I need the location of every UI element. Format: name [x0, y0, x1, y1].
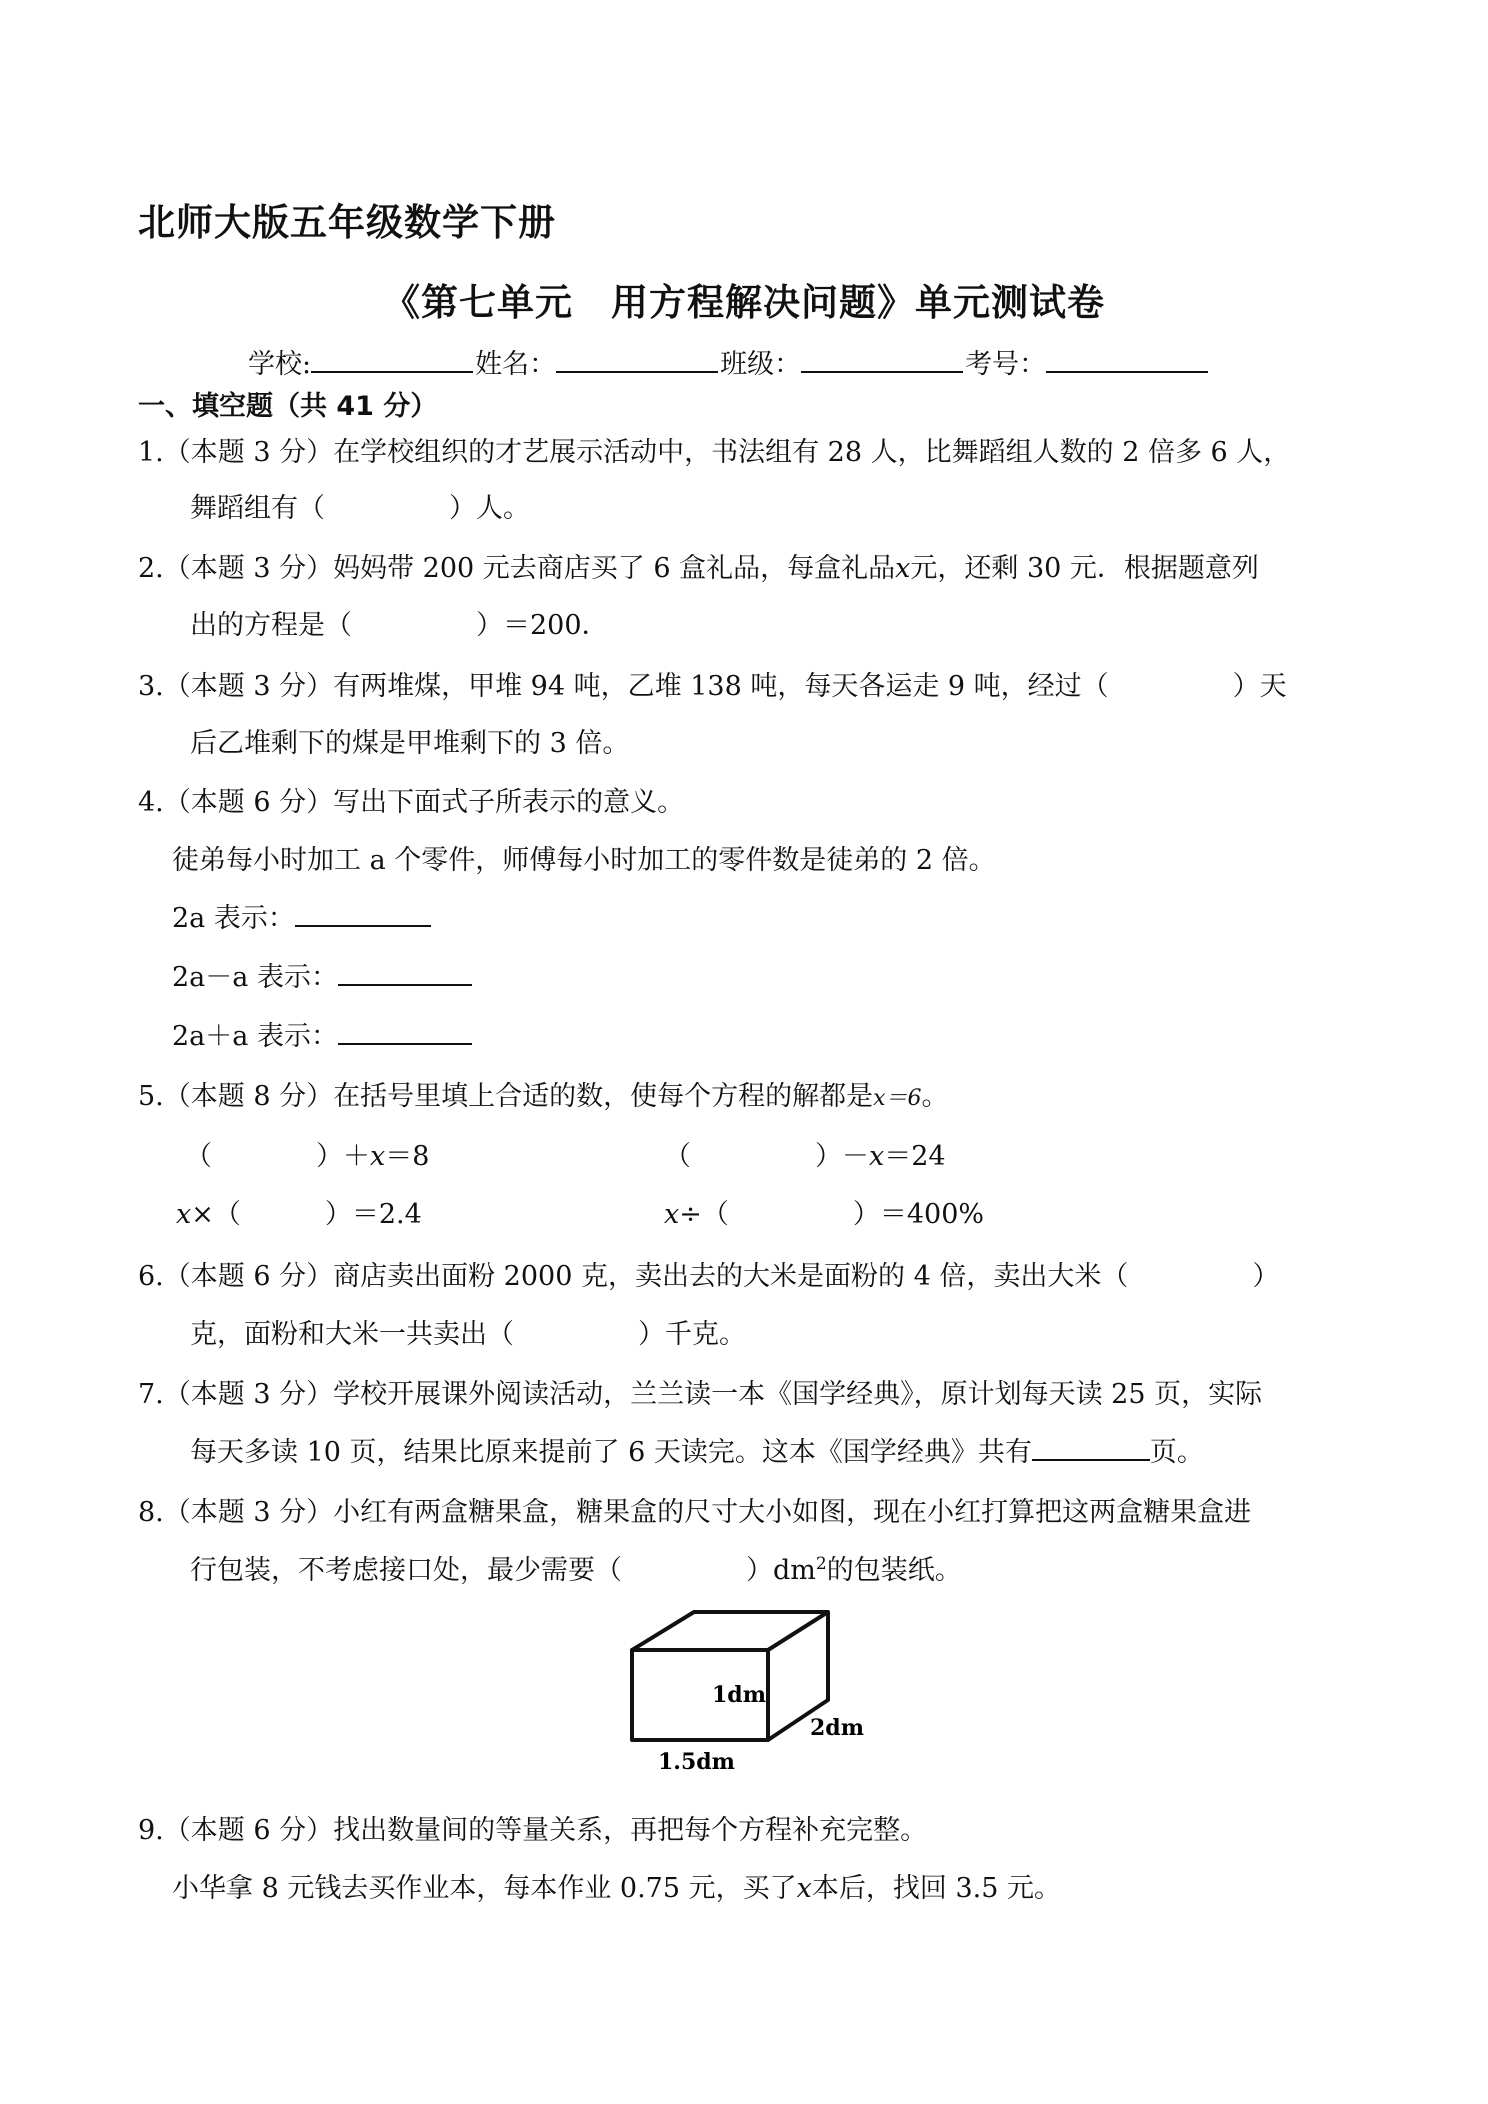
- page-subtitle: 《第七单元 用方程解决问题》单元测试卷: [383, 281, 1105, 324]
- question-7-line-1: 7.（本题 3 分）学校开展课外阅读活动，兰兰读一本《国学经典》，原计划每天读 25 页，实际: [138, 1379, 1263, 1410]
- question-9-line-2: 小华拿 8 元钱去买作业本，每本作业 0.75 元，买了x本后，找回 3.5 元。: [172, 1873, 1061, 1904]
- student-info-fields: [248, 342, 1210, 381]
- label-width: 1.5dm: [658, 1749, 735, 1774]
- answer-blank-q7[interactable]: [1032, 1435, 1150, 1461]
- class-blank[interactable]: [801, 347, 963, 373]
- question-1-line-1: 1.（本题 3 分）在学校组织的才艺展示活动中，书法组有 28 人，比舞蹈组人数的 2 倍多 6 人，: [138, 437, 1291, 468]
- equation-1: （ ）＋x＝8: [185, 1141, 430, 1172]
- question-1-line-2: 舞蹈组有（ ）人。: [190, 493, 530, 524]
- question-7-line-2: 每天多读 10 页，结果比原来提前了 6 天读完。这本《国学经典》共有 页。: [190, 1437, 1204, 1468]
- page-title: 北师大版五年级数学下册: [138, 201, 556, 244]
- question-2-line-1: 2.（本题 3 分）妈妈带 200 元去商店买了 6 盒礼品，每盒礼品x元，还剩 30 元．根据题意列: [138, 553, 1259, 584]
- cuboid-top-face: [632, 1612, 828, 1650]
- class-label: 班级：: [720, 349, 802, 380]
- question-4-item-1: 2a 表示：: [172, 896, 431, 935]
- cuboid-diagram: [620, 1604, 920, 1774]
- question-3-line-2: 后乙堆剩下的煤是甲堆剩下的 3 倍。: [190, 728, 630, 759]
- question-8-line-1: 8.（本题 3 分）小红有两盒糖果盒，糖果盒的尺寸大小如图，现在小红打算把这两盒糖果盒进: [138, 1497, 1252, 1528]
- question-3-line-1: 3.（本题 3 分）有两堆煤，甲堆 94 吨，乙堆 138 吨，每天各运走 9 吨，经过（ ）天: [138, 671, 1287, 702]
- answer-blank-q4-2[interactable]: [338, 960, 472, 986]
- name-blank[interactable]: [556, 347, 718, 373]
- candy-box-figure: [620, 1604, 920, 1774]
- exam-number-label: 考号：: [965, 349, 1047, 380]
- label-depth: 2dm: [810, 1715, 864, 1741]
- question-5-line-1: 5.（本题 8 分）在括号里填上合适的数，使每个方程的解都是x＝6。: [138, 1081, 949, 1112]
- name-label: 姓名：: [475, 349, 557, 380]
- question-4-line-1: 4.（本题 6 分）写出下面式子所表示的意义。: [138, 787, 685, 818]
- section-heading: 一、填空题（共 41 分）: [138, 391, 438, 422]
- equation-3: x×（ ）＝2.4: [176, 1199, 422, 1230]
- answer-blank-q4-3[interactable]: [338, 1019, 472, 1045]
- answer-blank-q4-1[interactable]: [295, 901, 431, 927]
- question-2-line-2: 出的方程是（ ）＝200．: [190, 610, 609, 641]
- question-6-line-1: 6.（本题 6 分）商店卖出面粉 2000 克，卖出去的大米是面粉的 4 倍，卖出大米（ ）: [138, 1261, 1280, 1292]
- equation-4: x÷（ ）＝400%: [664, 1199, 985, 1230]
- question-4-item-2: 2a－a 表示：: [172, 955, 472, 994]
- equation-2: （ ）－x＝24: [664, 1141, 946, 1172]
- question-4-line-2: 徒弟每小时加工 a 个零件，师傅每小时加工的零件数是徒弟的 2 倍。: [172, 845, 996, 876]
- school-label: 学校:: [248, 349, 312, 380]
- label-height: 1dm: [712, 1682, 766, 1708]
- question-4-item-3: 2a＋a 表示：: [172, 1014, 472, 1053]
- exam-number-blank[interactable]: [1046, 347, 1208, 373]
- question-6-line-2: 克，面粉和大米一共卖出（ ）千克。: [190, 1319, 746, 1350]
- question-9-line-1: 9.（本题 6 分）找出数量间的等量关系，再把每个方程补充完整。: [138, 1815, 928, 1846]
- question-8-line-2: 行包装，不考虑接口处，最少需要（ ）$dm^2$的包装纸。: [190, 1554, 962, 1586]
- school-blank[interactable]: [311, 347, 473, 373]
